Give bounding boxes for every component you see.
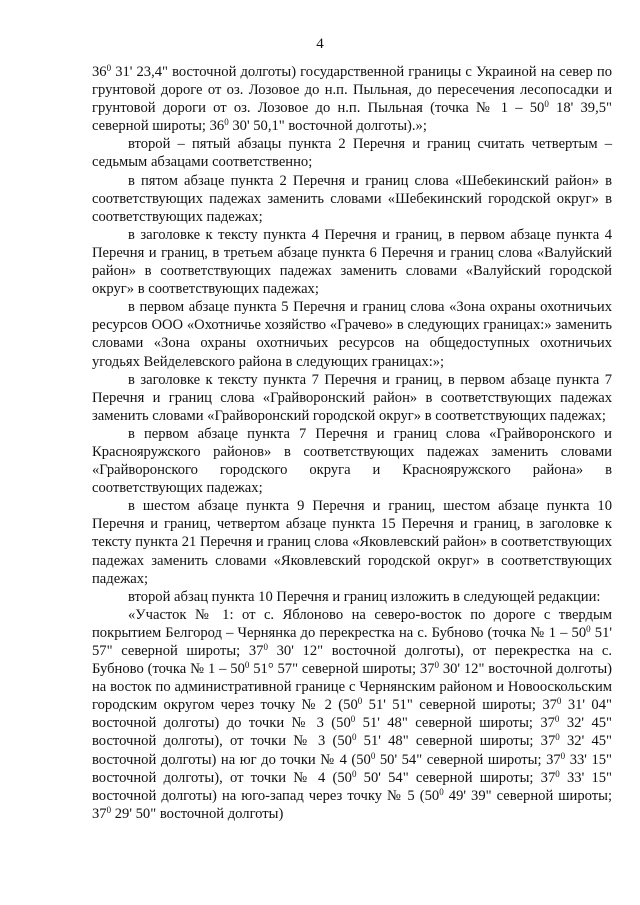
paragraph-p2: второй – пятый абзацы пункта 2 Перечня и границ считать четвертым – седьмым абзацами соответственно; (92, 136, 612, 171)
paragraph-p3: в пятом абзаце пункта 2 Перечня и границ слова «Шебекинский район» в соответствующих падежах заменить словами «Шебекинский городской округ» в соответствующих падежах; (92, 172, 612, 225)
paragraph-p5: в первом абзаце пункта 5 Перечня и границ слова «Зона охраны охотничьих ресурсов ООО «Охотничье хозяйство «Грачево» в следующих границах:» заменить словами «Зона охраны охотничьих ресурсов на общедоступных охотничьих угодьях Вейделевского района в следующих границах:»; (92, 299, 612, 370)
page-number: 4 (316, 36, 324, 52)
paragraph-p7: в первом абзаце пункта 7 Перечня и границ слова «Грайворонского и Краснояружского районов» в соответствующих падежах заменить словами «Грайворонского городского округа и Краснояружского района» в соответствующих падежах; (92, 425, 612, 497)
paragraph-p8: в шестом абзаце пункта 9 Перечня и границ, шестом абзаце пункта 10 Перечня и границ, четвертом абзаце пункта 15 Перечня и границ, в заголовке к тексту пункта 21 Перечня и границ слова «Яковлевский район» в соответствующих падежах заменить словами «Яковлевский городской округ» в соответствующих падежах; (92, 498, 612, 587)
paragraph-p9: второй абзац пункта 10 Перечня и границ изложить в следующей редакции: (128, 588, 601, 605)
paragraph-p10: «Участок № 1: от с. Яблоново на северо-восток по дороге с твердым покрытием Белгород – Чернянка до перекрестка на с. Бубново (точка № $1 - 50^0$ 51' 57" северной широты; $37^0$ 30' 12" восточной долготы), от перекрестка на с. Бубново (точка № $1 - 50^0$ 51° 57" северной широты; $37^0$ 30' 12" восточной долготы) на восток по административной границе с Чернянским районом и Новооскольским городским округом через точку № 2 ($50^0$ 51' 51" северной широты; $37^0$ 31' 04" восточной долготы) до точки № 3 ($50^0$ 51' 48" северной широты; $37^0$ 32' 45" восточной долготы), от точки № 3 ($50^0$ 51' 48" северной широты; $37^0$ 32' 45" восточной долготы) на юг до точки № 4 ($50^0$ 50' 54" северной широты; $37^0$ 33' 15" восточной долготы), от точки № 4 ($50^0$ 50' 54" северной широты; $37^0$ 33' 15" восточной долготы) на юго-запад через точку № 5 ($50^0$ 49' 39" северной широты; $37^0$ 29' 50" восточной долготы) (92, 606, 612, 822)
document-body (92, 63, 612, 823)
paragraph-p6: в заголовке к тексту пункта 7 Перечня и границ, в первом абзаце пункта 7 Перечня и границ слова «Грайворонский район» в соответствующих падежах заменить словами «Грайворонский городской округ» в соответствующих падежах; (92, 371, 612, 424)
paragraph-p1-continuation: $36^0$ 31' 23,4" восточной долготы) государственной границы с Украиной на север по грунтовой дороге от оз. Лозовое до н.п. Пыльная, до пересечения лесопосадки и грунтовой дороги от оз. Лозовое до н.п. Пыльная (точка № $1 - 50^0$ 18' 39,5" северной широты; $36^0$ 30' 50,1" восточной долготы).»; (92, 63, 612, 135)
paragraph-p4: в заголовке к тексту пункта 4 Перечня и границ, в первом абзаце пункта 4 Перечня и границ, в третьем абзаце пункта 6 Перечня и границ слова «Валуйский район» в соответствующих падежах заменить словами «Валуйский городской округ» в соответствующих падежах; (92, 226, 612, 298)
